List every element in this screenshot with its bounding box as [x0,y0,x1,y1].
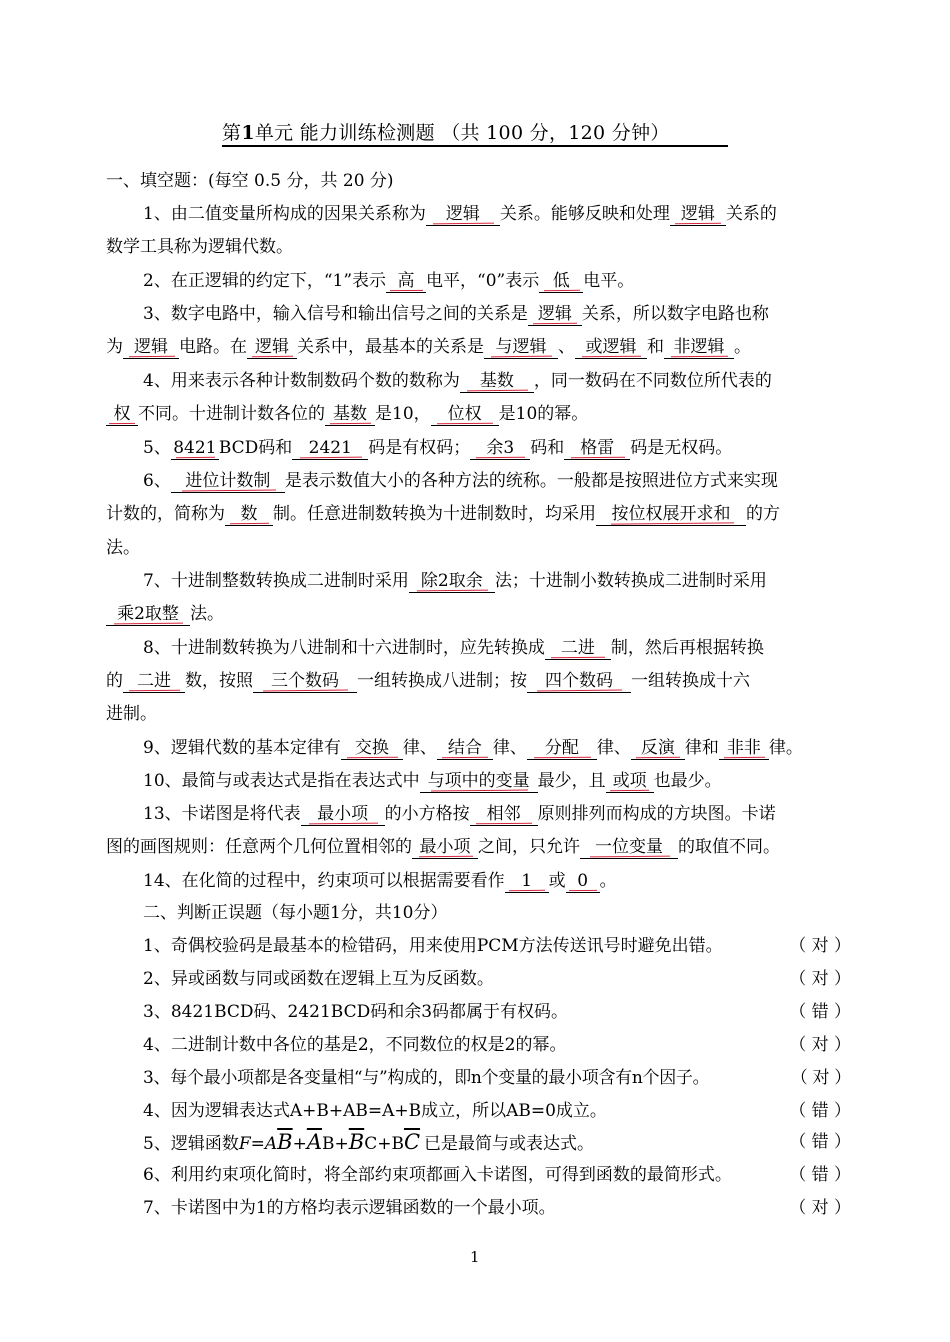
answer-blank: 二进 [545,637,611,660]
answer-blank: 1 [505,870,549,893]
tf-item-9: 7、卡诺图中为1的方格均表示逻辑函数的一个最小项。 （ 对 ） [143,1198,851,1218]
answer-blank: 非非 [719,737,769,760]
answer-blank: 位权 [431,403,499,426]
answer-blank: 与项中的变量 [420,770,538,793]
tf-item-8: 6、利用约束项化简时，将全部约束项都画入卡诺图，可得到函数的最简形式。 （ 错 ） [143,1165,851,1185]
answer-blank: 逻辑 [426,203,500,226]
answer-blank: 分配 [527,737,597,760]
question-14: 14、在化简的过程中，约束项可以根据需要看作 1 或 0 。 [143,871,617,891]
tf-item-5: 3、每个最小项都是各变量相“与”构成的，即n个变量的最小项含有n个因子。 （ 对 ） [143,1068,851,1088]
page-title: 第1单元 能力训练检测题 （共 100 分，120 分钟） [222,122,728,147]
question-3-line2: 为 逻辑 电路。在 逻辑 关系中，最基本的关系是 与逻辑 、 或逻辑 和 非逻辑 。 [106,337,751,357]
answer-blank: 权 [106,403,138,426]
answer-blank: 二进 [123,670,185,693]
tf-item-4: 4、二进制计数中各位的基是2，不同数位的权是2的幂。 （ 对 ） [143,1035,851,1055]
section-fill-in-heading: 一、填空题：(每空 0.5 分，共 20 分) [106,171,394,191]
answer-blank: 或逻辑 [575,336,647,359]
answer-blank: 逻辑 [123,336,179,359]
question-13-line2: 图的画图规则：任意两个几何位置相邻的 最小项 之间，只允许 一位变量 的取值不同。 [106,837,780,857]
question-6-line3: 法。 [106,538,140,558]
answer-blank: 三个数码 [253,670,357,693]
question-5: 5、 8421 BCD码和 2421 码是有权码； 余3 码和 格雷 码是无权码。 [143,438,733,458]
question-4-line2: 权 不同。十进制计数各位的 基数 是10， 位权 是10的幂。 [106,403,588,426]
answer-blank: 反演 [631,737,685,760]
answer-blank: 基数 [460,370,534,393]
answer-blank: 非逻辑 [664,336,734,359]
answer-blank: 交换 [341,737,403,760]
answer-blank: 最小项 [301,803,385,826]
answer-blank: 逻辑 [247,336,297,359]
question-13-line1: 13、卡诺图是将代表 最小项 的小方格按 相邻 原则排列而构成的方块图。卡诺 [143,804,776,824]
question-10: 10、最简与或表达式是指在表达式中 与项中的变量 最少，且 或项 也最少。 [143,771,722,791]
answer-blank: 除2取余 [409,570,495,593]
question-8-line1: 8、十进制数转换为八进制和十六进制时，应先转换成 二进 制，然后再根据转换 [143,638,764,658]
question-7-line2: 乘2取整 法。 [106,603,224,626]
answer-blank: 最小项 [412,836,478,859]
question-9: 9、逻辑代数的基本定律有 交换 律、 结合 律、 分配 律、 反演 律和 非非 律。 [143,738,803,758]
question-3-line1: 3、数字电路中，输入信号和输出信号之间的关系是 逻辑 关系，所以数字电路也称 [143,304,769,324]
question-4-line1: 4、用来表示各种计数制数码个数的数称为 基数 ，同一数码在不同数位所代表的 [143,371,772,391]
question-6-line1: 6、 进位计数制 是表示数值大小的各种方法的统称。一般都是按照进位方式来实现 [143,471,778,491]
answer-blank: 乘2取整 [106,603,190,626]
tf-item-3: 3、8421BCD码、2421BCD码和余3码都属于有权码。 （ 错 ） [143,1002,851,1022]
answer-blank: 8421 [171,437,219,460]
tf-item-2: 2、异或函数与同或函数在逻辑上互为反函数。 （ 对 ） [143,969,851,989]
answer-blank: 或项 [606,770,654,793]
question-8-line2: 的 二进 数，按照 三个数码 一组转换成八进制；按 四个数码 一组转换成十六 [106,671,750,691]
answer-blank: 格雷 [564,437,630,460]
answer-blank: 一位变量 [580,836,678,859]
question-2: 2、在正逻辑的约定下，“1”表示 高 电平，“0”表示 低 电平。 [143,271,635,291]
answer-blank: 进位计数制 [171,470,285,493]
answer-blank: 按位权展开求和 [596,503,746,526]
answer-blank: 逻辑 [528,303,582,326]
section-true-false-heading: 二、判断正误题（每小题1分，共10分） [143,903,448,923]
answer-blank: 数 [225,503,273,526]
answer-blank: 基数 [325,403,375,426]
tf-item-1: 1、奇偶校验码是最基本的检错码，用来使用PCM方法传送讯号时避免出错。 （ 对 ） [143,936,851,956]
question-1-line1: 1、由二值变量所构成的因果关系称为 逻辑 关系。能够反映和处理 逻辑 关系的 [143,204,777,224]
answer-blank: 0 [566,870,600,893]
answer-blank: 与逻辑 [484,336,558,359]
question-6-line2: 计数的，简称为 数 制。任意进制数转换为十进制数时，均采用 按位权展开求和 的方 [106,504,780,524]
tf-item-6: 4、因为逻辑表达式A+B+AB=A+B成立，所以AB=0成立。 （ 错 ） [143,1101,851,1121]
answer-blank: 2421 [292,437,368,460]
question-1-line2: 数学工具称为逻辑代数。 [106,237,293,257]
answer-blank: 低 [539,270,583,293]
answer-blank: 余3 [470,437,530,460]
answer-blank: 高 [386,270,426,293]
question-8-line3: 进制。 [106,704,157,724]
tf-item-7: 5、逻辑函数$F=A\overline{B}+\overline{A}B+\overline{B}C+B\overline{C}$ 已是最简与或表达式。 （ 错 ） [143,1130,851,1154]
page-number: 1 [470,1248,480,1266]
answer-blank: 相邻 [470,803,538,826]
answer-blank: 逻辑 [670,203,726,226]
question-7-line1: 7、十进制整数转换成二进制时采用 除2取余 法；十进制小数转换成二进制时采用 [143,571,767,591]
answer-blank: 结合 [437,737,493,760]
answer-blank: 四个数码 [527,670,631,693]
